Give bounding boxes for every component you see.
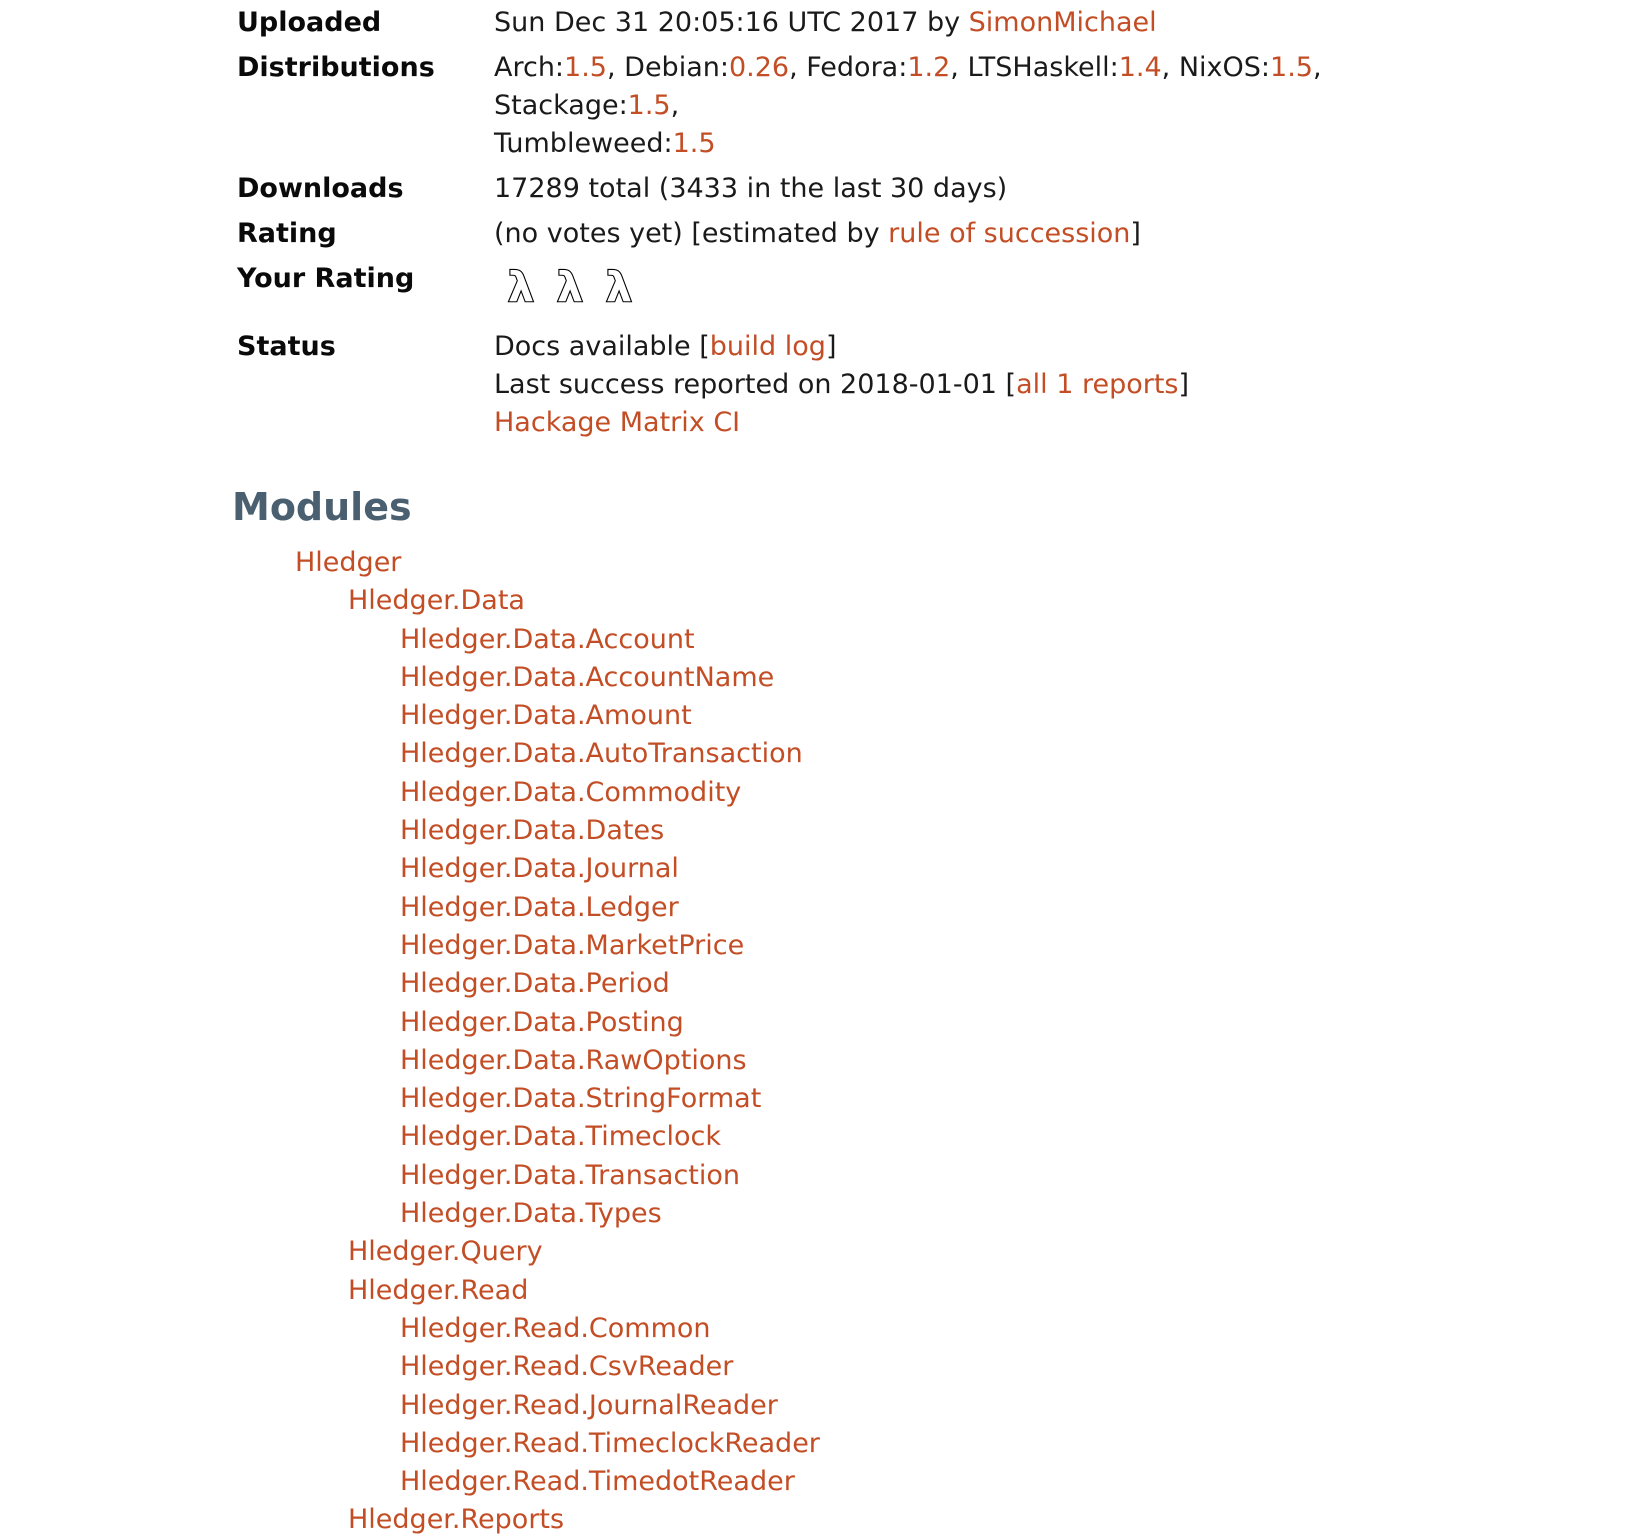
module-link[interactable]: Hledger.Reports: [348, 1504, 565, 1536]
module-tree-item: [232, 850, 1639, 888]
text-segment: 17289 total (3433 in the last 30 days): [494, 173, 1008, 204]
module-link[interactable]: Hledger.Read.Common: [400, 1312, 711, 1344]
arch-version-link[interactable]: 1.5: [564, 52, 607, 83]
status-line-last-success: [494, 366, 1189, 404]
text-segment: NixOS:: [1178, 52, 1271, 83]
module-link[interactable]: Hledger.Read.JournalReader: [400, 1389, 778, 1421]
module-tree-item: [232, 774, 1639, 812]
module-tree-item: [232, 812, 1639, 850]
ltshaskell-version-link[interactable]: 1.4: [1118, 52, 1162, 83]
your-rating-widget: [494, 260, 654, 314]
module-tree-item: [232, 735, 1639, 773]
module-tree-item: [232, 659, 1639, 697]
module-tree-item: [232, 621, 1639, 659]
module-tree-item: [232, 1425, 1639, 1463]
module-link[interactable]: Hledger.Data.Types: [400, 1198, 662, 1230]
module-tree-item: [232, 1348, 1639, 1386]
module-tree-item: [232, 1080, 1639, 1118]
text-segment: ,: [1161, 52, 1179, 83]
module-tree-item: [232, 1387, 1639, 1425]
uploader-link[interactable]: SimonMichael: [968, 7, 1157, 38]
rating-label: Rating: [237, 218, 337, 249]
module-tree: [232, 544, 1639, 1540]
status-line-matrix-ci: [494, 404, 1189, 442]
tumbleweed-version-link[interactable]: 1.5: [672, 128, 716, 159]
text-segment: ,: [789, 52, 807, 83]
module-tree-item: [232, 1195, 1639, 1233]
text-segment: Arch:: [494, 52, 565, 83]
your-rating-label: Your Rating: [237, 263, 415, 294]
module-link[interactable]: Hledger.Read.TimedotReader: [400, 1466, 795, 1498]
stackage-version-link[interactable]: 1.5: [627, 90, 671, 121]
module-link[interactable]: Hledger.Data.Dates: [400, 815, 665, 847]
downloads-value: [494, 170, 1007, 208]
downloads-label: Downloads: [237, 173, 404, 204]
module-tree-item: [232, 1463, 1639, 1501]
rating-lambda-3-icon[interactable]: λ: [606, 264, 632, 311]
module-link[interactable]: Hledger.Data.RawOptions: [400, 1044, 747, 1076]
module-tree-item: [232, 1042, 1639, 1080]
status-row: [237, 328, 1639, 442]
rating-lambda-1-icon[interactable]: λ: [508, 264, 534, 311]
distributions-value: [494, 49, 1506, 163]
text-segment: Fedora:: [806, 52, 908, 83]
uploaded-label: Uploaded: [237, 7, 382, 38]
module-tree-item: [232, 1004, 1639, 1042]
module-link[interactable]: Hledger.Data.MarketPrice: [400, 929, 745, 961]
module-tree-item: [232, 697, 1639, 735]
module-tree-item: [232, 1157, 1639, 1195]
module-tree-item: [232, 544, 1639, 582]
text-segment: Sun Dec 31 20:05:16 UTC 2017 by: [494, 7, 969, 38]
text-segment: ]: [1178, 369, 1190, 400]
rating-lambda-2-icon[interactable]: λ: [557, 264, 583, 311]
rating-row: [237, 215, 1639, 253]
text-segment: Debian:: [624, 52, 729, 83]
module-tree-item: [232, 889, 1639, 927]
module-tree-item: [232, 1233, 1639, 1271]
rule-of-succession-link[interactable]: rule of succession: [888, 218, 1131, 249]
distributions-row: [237, 49, 1639, 163]
build-log-link[interactable]: build log: [709, 331, 826, 362]
rating-lambdas: [494, 264, 654, 312]
hackage-matrix-ci-link[interactable]: Hackage Matrix CI: [494, 407, 741, 438]
module-link[interactable]: Hledger.Read.CsvReader: [400, 1351, 734, 1383]
module-tree-item: [232, 1118, 1639, 1156]
module-link[interactable]: Hledger.Read: [348, 1274, 529, 1306]
module-link[interactable]: Hledger.Data.Commodity: [400, 776, 742, 808]
distributions-label: Distributions: [237, 52, 435, 83]
your-rating-row: [237, 260, 1639, 314]
module-link[interactable]: Hledger.Data.Journal: [400, 853, 679, 885]
text-segment: ,: [606, 52, 625, 83]
debian-version-link[interactable]: 0.26: [728, 52, 790, 83]
module-tree-item: [232, 1501, 1639, 1539]
package-properties-table: [237, 4, 1639, 442]
module-link[interactable]: Hledger.Data.Posting: [400, 1006, 684, 1038]
module-link[interactable]: Hledger.Read.TimeclockReader: [400, 1427, 820, 1459]
module-link[interactable]: Hledger.Data.Ledger: [400, 891, 679, 923]
text-segment: Last success reported on 2018-01-01 [: [494, 369, 1017, 400]
module-link[interactable]: Hledger: [295, 547, 402, 578]
status-line-docs: [494, 328, 1189, 366]
modules-heading: Modules: [232, 485, 412, 529]
module-link[interactable]: Hledger.Data.Amount: [400, 700, 692, 732]
text-segment: ]: [825, 331, 837, 362]
text-segment: Stackage:: [494, 90, 628, 121]
module-tree-item: [232, 927, 1639, 965]
module-link[interactable]: Hledger.Data.Period: [400, 968, 670, 1000]
nixos-version-link[interactable]: 1.5: [1270, 52, 1313, 83]
module-link[interactable]: Hledger.Data.Transaction: [400, 1159, 741, 1191]
text-segment: ,: [950, 52, 968, 83]
uploaded-value: [494, 4, 1157, 42]
module-tree-item: [232, 1272, 1639, 1310]
status-label: Status: [237, 331, 336, 362]
module-tree-item: [232, 1310, 1639, 1348]
text-segment: ,: [1312, 52, 1322, 83]
text-segment: (no votes yet) [estimated by: [494, 218, 889, 249]
text-segment: Tumbleweed:: [494, 128, 673, 159]
module-tree-item: [232, 582, 1639, 620]
module-link[interactable]: Hledger.Query: [348, 1236, 543, 1268]
module-link[interactable]: Hledger.Data.StringFormat: [400, 1083, 762, 1115]
module-link[interactable]: Hledger.Data.AutoTransaction: [400, 738, 803, 770]
text-segment: Docs available [: [494, 331, 710, 362]
fedora-version-link[interactable]: 1.2: [907, 52, 951, 83]
uploaded-row: [237, 4, 1639, 42]
module-link[interactable]: Hledger.Data.Account: [400, 623, 695, 655]
text-segment: ,: [670, 90, 680, 121]
module-link[interactable]: Hledger.Data.AccountName: [400, 661, 775, 693]
text-segment: LTSHaskell:: [967, 52, 1119, 83]
module-link[interactable]: Hledger.Data: [348, 585, 525, 617]
module-tree-item: [232, 965, 1639, 1003]
rating-value: [494, 215, 1141, 253]
text-segment: ]: [1130, 218, 1141, 249]
module-link[interactable]: Hledger.Data.Timeclock: [400, 1121, 721, 1153]
status-value: [494, 328, 1189, 442]
downloads-row: [237, 170, 1639, 208]
all-reports-link[interactable]: all 1 reports: [1016, 369, 1179, 400]
